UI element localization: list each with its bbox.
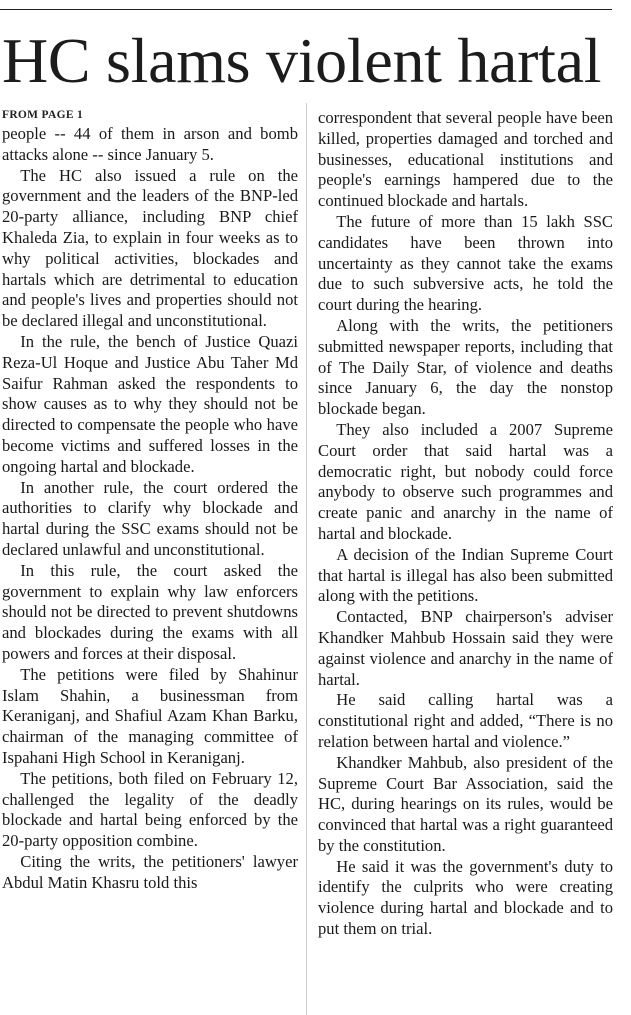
paragraph: He said calling hartal was a constitutional right and added, “There is no relation between hartal and violence.” xyxy=(318,690,613,751)
paragraph: In the rule, the bench of Justice Quazi Reza-Ul Hoque and Justice Abu Taher Md Saifur Rahman asked the respondents to show causes as to why they should not be directed to compensate the people who have become victims and suffered losses in the ongoing hartal and blockade. xyxy=(2,331,298,476)
paragraph: correspondent that several people have been killed, properties damaged and torched and businesses, educational institutions and people's earnings hampered due to the continued blockade and hartals. xyxy=(318,108,613,211)
article-column-right xyxy=(318,108,613,940)
paragraph: people -- 44 of them in arson and bomb attacks alone -- since January 5. xyxy=(2,124,298,164)
paragraph: The petitions were filed by Shahinur Islam Shahin, a businessman from Keraniganj, and Shafiul Azam Khan Barku, chairman of the managing committee of Ispahani High School in Keraniganj. xyxy=(2,664,298,767)
paragraph: In this rule, the court asked the government to explain why law enforcers should not be directed to prevent shutdowns and blockades during the exams with all powers and forces at their disposal. xyxy=(2,560,298,663)
column-divider xyxy=(306,103,307,1015)
paragraph: Khandker Mahbub, also president of the Supreme Court Bar Association, said the HC, during hearings on its rules, would be convinced that hartal was a right guaranteed by the constitution. xyxy=(318,752,613,855)
paragraph: A decision of the Indian Supreme Court that hartal is illegal has also been submitted along with the petitions. xyxy=(318,544,613,606)
headline: HC slams violent hartal xyxy=(2,25,602,96)
top-rule xyxy=(0,9,612,10)
paragraph: Contacted, BNP chairperson's adviser Khandker Mahbub Hossain said they were against violence and anarchy in the name of hartal. xyxy=(318,607,613,689)
continuation-kicker: FROM PAGE 1 xyxy=(2,109,84,121)
paragraph: Citing the writs, the petitioners' lawyer Abdul Matin Khasru told this xyxy=(2,851,298,892)
paragraph: They also included a 2007 Supreme Court order that said hartal was a democratic right, but nobody could force anybody to observe such programmes and create panic and anarchy in the name of hartal and blockade. xyxy=(318,419,613,543)
paragraph: He said it was the government's duty to identify the culprits who were creating violence during hartal and blockade and to put them on trial. xyxy=(318,856,613,939)
article-column-left xyxy=(2,106,298,893)
paragraph: Along with the writs, the petitioners submitted newspaper reports, including that of The Daily Star, of violence and deaths since January 6, the day the nonstop blockade began. xyxy=(318,315,613,419)
paragraph: The petitions, both filed on February 12, challenged the legality of the deadly blockade and hartal being enforced by the 20-party opposition combine. xyxy=(2,768,298,851)
paragraph: In another rule, the court ordered the authorities to clarify why blockade and hartal during the SSC exams should not be declared unlawful and unconstitutional. xyxy=(2,477,298,559)
paragraph: The HC also issued a rule on the government and the leaders of the BNP-led 20-party alliance, including BNP chief Khaleda Zia, to explain in four weeks as to why political activities, blockades and hartals which are detrimental to education and people's lives and properties should not be declared illegal and unconstitutional. xyxy=(2,165,298,331)
paragraph: The future of more than 15 lakh SSC candidates have been thrown into uncertainty as they cannot take the exams due to such subversive acts, he told the court during the hearing. xyxy=(318,211,613,315)
